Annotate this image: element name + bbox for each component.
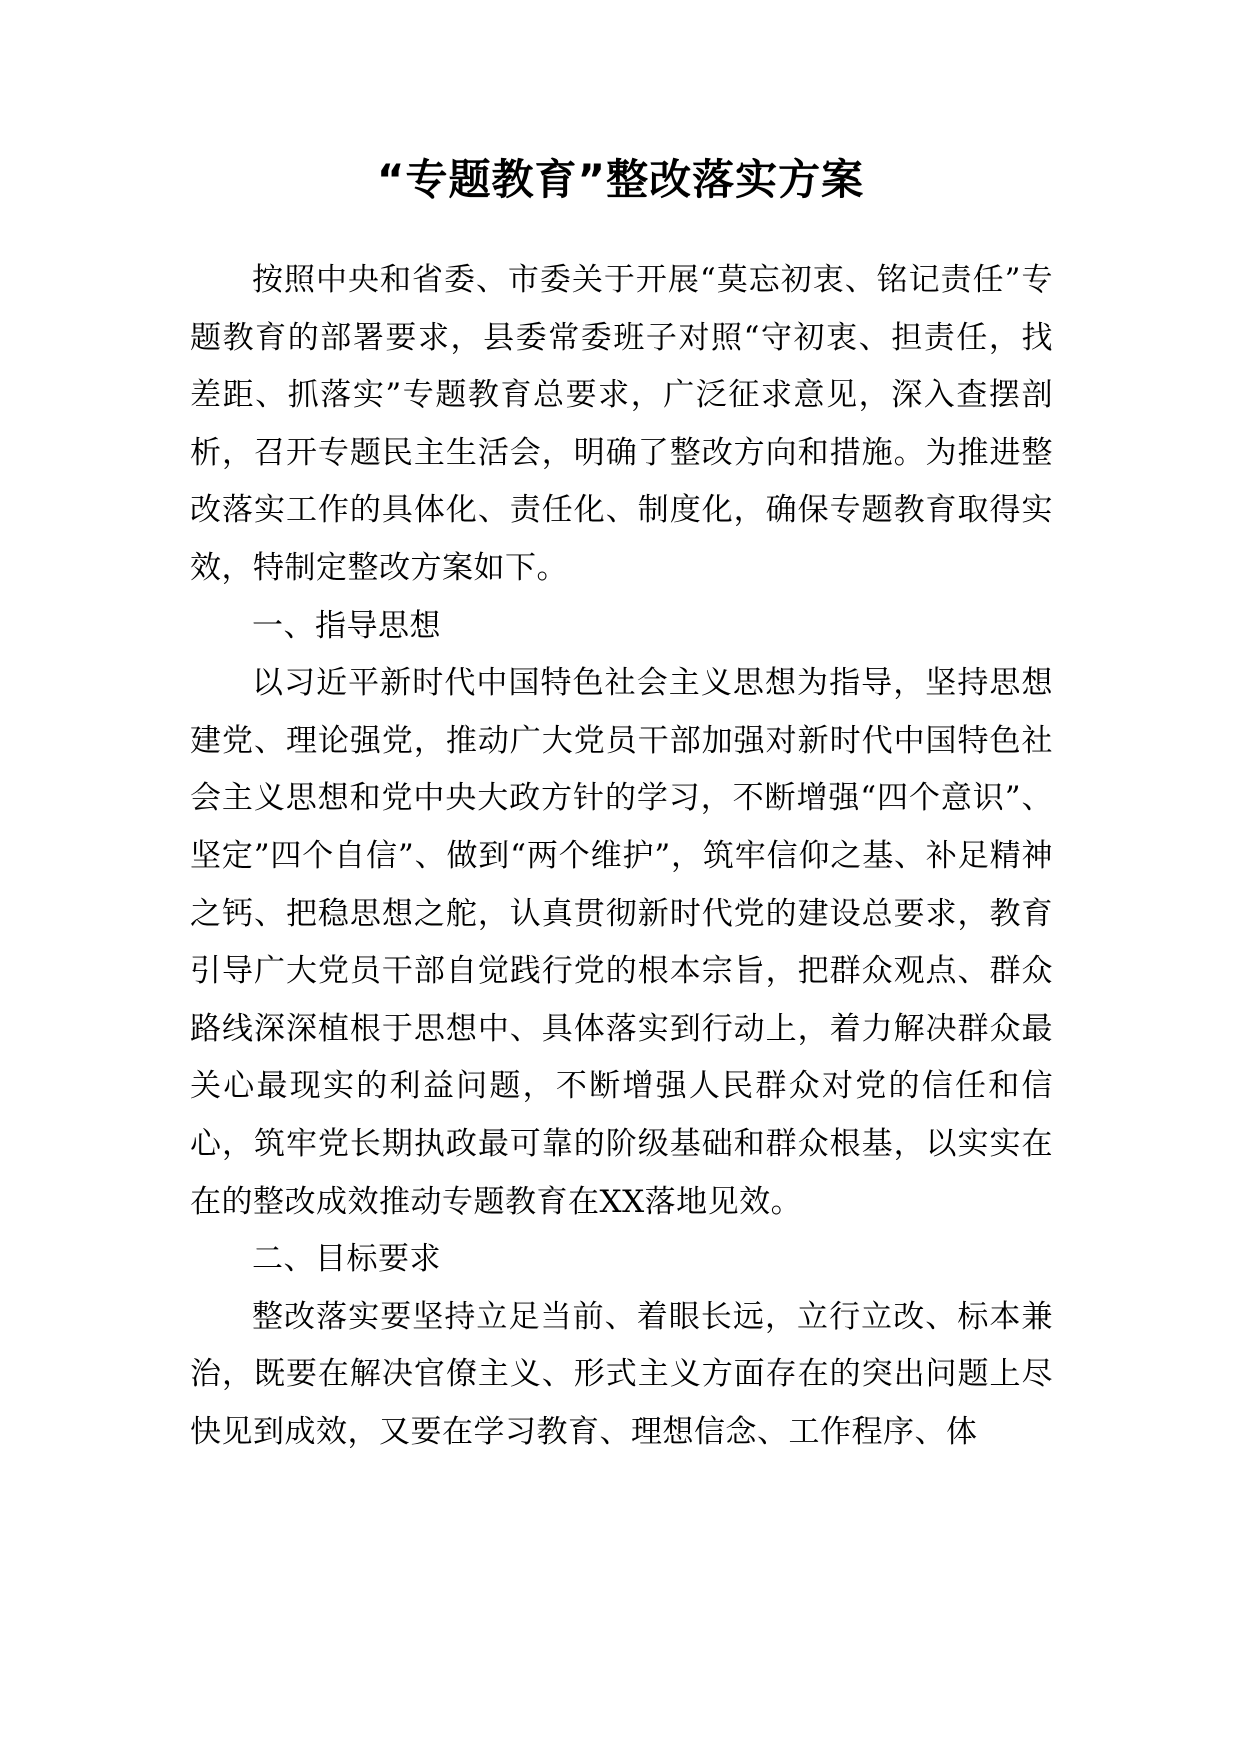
section-heading-guiding-ideology: 一、指导思想 [252, 607, 441, 644]
document-body [190, 252, 1053, 1461]
section-heading-goals: 二、目标要求 [252, 1241, 441, 1278]
goals-paragraph: 整改落实要坚持立足当前、着眼长远，立行立改、标本兼治，既要在解决官僚主义、形式主义方面存在的突出问题上尽快见到成效，又要在学习教育、理想信念、工作程序、体 [190, 1298, 1053, 1450]
document-title: “专题教育”整改落实方案 [376, 155, 865, 204]
intro-paragraph: 按照中央和省委、市委关于开展“莫忘初衷、铭记责任”专题教育的部署要求，县委常委班子对照“守初衷、担责任，找差距、抓落实”专题教育总要求，广泛征求意见，深入查摆剖析，召开专题民主生活会，明确了整改方向和措施。为推进整改落实工作的具体化、责任化、制度化，确保专题教育取得实效，特制定整改方案如下。 [190, 262, 1053, 586]
guiding-ideology-paragraph: 以习近平新时代中国特色社会主义思想为指导，坚持思想建党、理论强党，推动广大党员干部加强对新时代中国特色社会主义思想和党中央大政方针的学习，不断增强“四个意识”、坚定”四个自信”、做到“两个维护”，筑牢信仰之基、补足精神之钙、把稳思想之舵，认真贯彻新时代党的建设总要求，教育引导广大党员干部自觉践行党的根本宗旨，把群众观点、群众路线深深植根于思想中、具体落实到行动上，着力解决群众最关心最现实的利益问题，不断增强人民群众对党的信任和信心，筑牢党长期执政最可靠的阶级基础和群众根基，以实实在在的整改成效推动专题教育在XX落地见效。 [190, 665, 1053, 1220]
